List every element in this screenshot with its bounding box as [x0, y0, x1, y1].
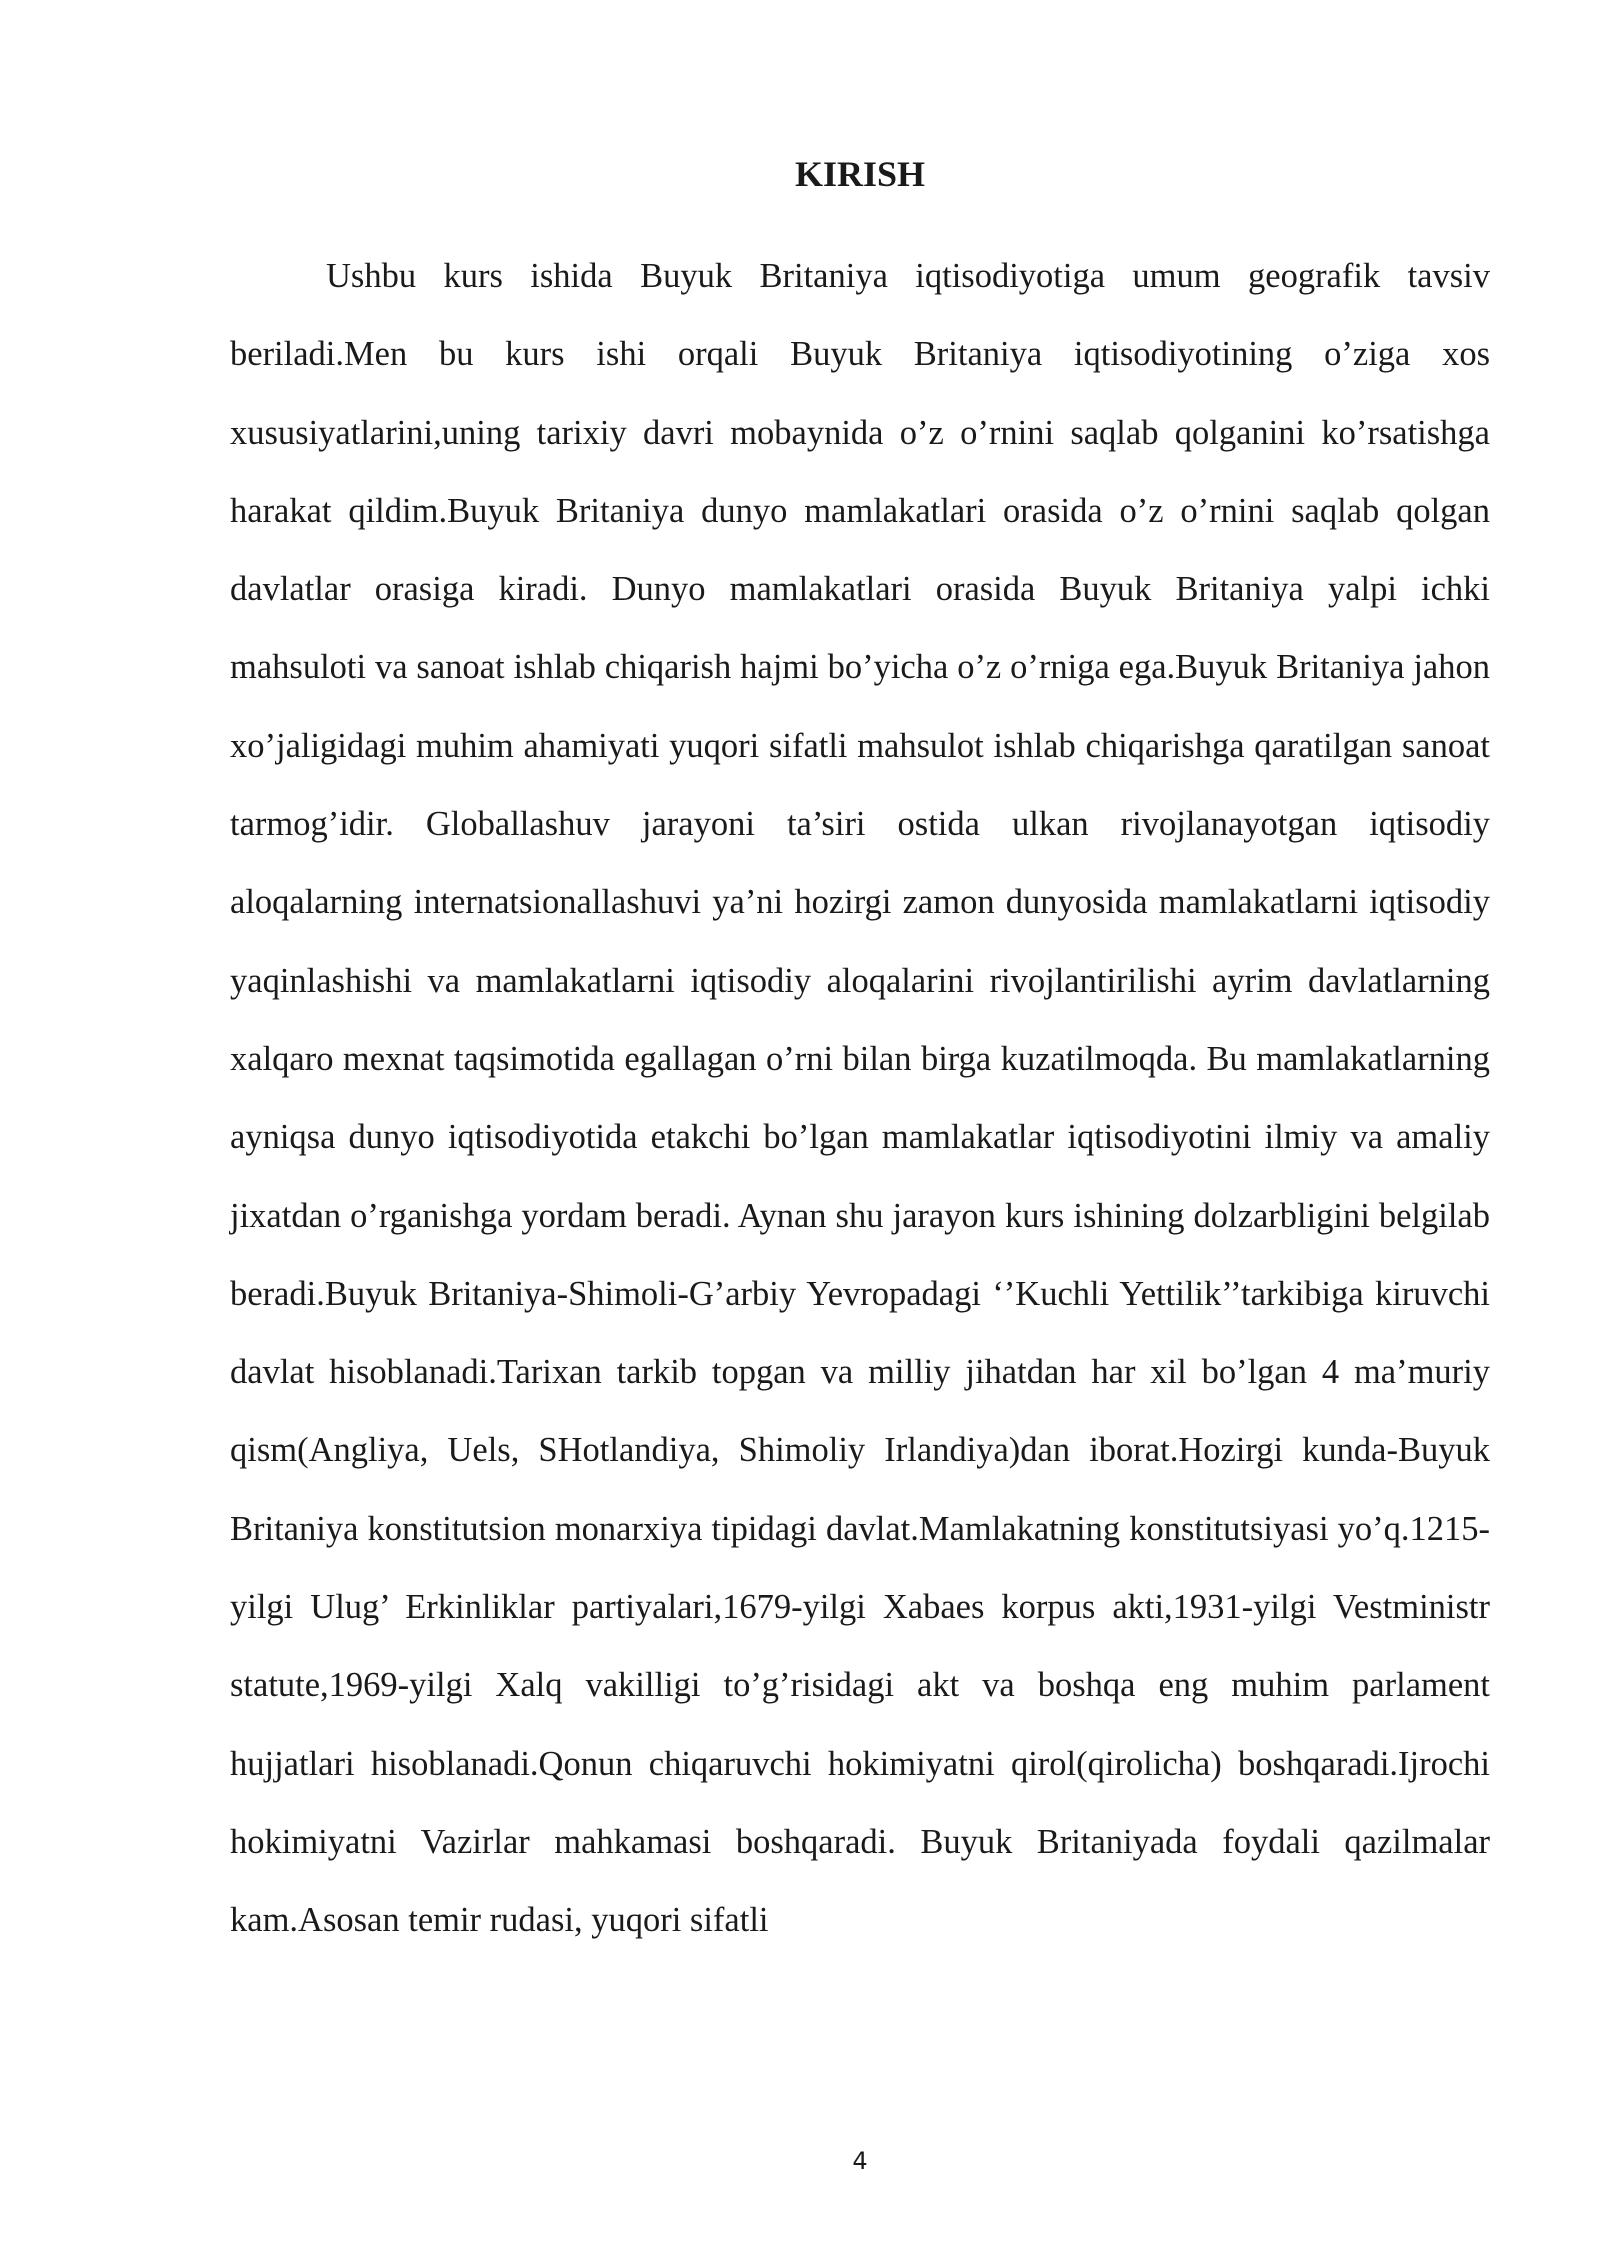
page-number: 4	[852, 2147, 868, 2175]
page-title: KIRISH	[794, 154, 926, 194]
body-paragraph: Ushbu kurs ishida Buyuk Britaniya iqtisodiyotiga umum geografik tavsiv beriladi.Men bu kurs ishi orqali Buyuk Britaniya iqtisodiyotining o’ziga xos xususiyatlarini,uning tarixiy davri mobaynida o’z o’rnini saqlab qolganini ko’rsatishga harakat qildim.Buyuk Britaniya dunyo mamlakatlari orasida o’z o’rnini saqlab qolgan davlatlar orasiga kiradi. Dunyo mamlakatlari orasida Buyuk Britaniya yalpi ichki mahsuloti va sanoat ishlab chiqarish hajmi bo’yicha o’z o’rniga ega.Buyuk Britaniya jahon xo’jaligidagi muhim ahamiyati yuqori sifatli mahsulot ishlab chiqarishga qaratilgan sanoat tarmog’idir. Globallashuv jarayoni ta’siri ostida ulkan rivojlanayotgan iqtisodiy aloqalarning internatsionallashuvi ya’ni hozirgi zamon dunyosida mamlakatlarni iqtisodiy yaqinlashishi va mamlakatlarni iqtisodiy aloqalarini rivojlantirilishi ayrim davlatlarning xalqaro mexnat taqsimotida egallagan o’rni bilan birga kuzatilmoqda. Bu mamlakatlarning ayniqsa dunyo iqtisodiyotida etakchi bo’lgan mamlakatlar iqtisodiyotini ilmiy va amaliy jixatdan o’rganishga yordam beradi. Aynan shu jarayon kurs ishining dolzarbligini belgilab beradi.Buyuk Britaniya-Shimoli-G’arbiy Yevropadagi ‘’Kuchli Yettilik’’tarkibiga kiruvchi davlat hisoblanadi.Tarixan tarkib topgan va milliy jihatdan har xil bo’lgan 4 ma’muriy qism(Angliya, Uels, SHotlandiya, Shimoliy Irlandiya)dan iborat.Hozirgi kunda-Buyuk Britaniya konstitutsion monarxiya tipidagi davlat.Mamlakatning konstitutsiyasi yo’q.1215-yilgi Ulug’ Erkinliklar partiyalari,1679-yilgi Xabaes korpus akti,1931-yilgi Vestministr statute,1969-yilgi Xalq vakilligi to’g’risidagi akt va boshqa eng muhim parlament hujjatlari hisoblanadi.Qonun chiqaruvchi hokimiyatni qirol(qirolicha) boshqaradi.Ijrochi hokimiyatni Vazirlar mahkamasi boshqaradi. Buyuk Britaniyada foydali qazilmalar kam.Asosan temir rudasi, yuqori sifatli	[230, 257, 1490, 1940]
